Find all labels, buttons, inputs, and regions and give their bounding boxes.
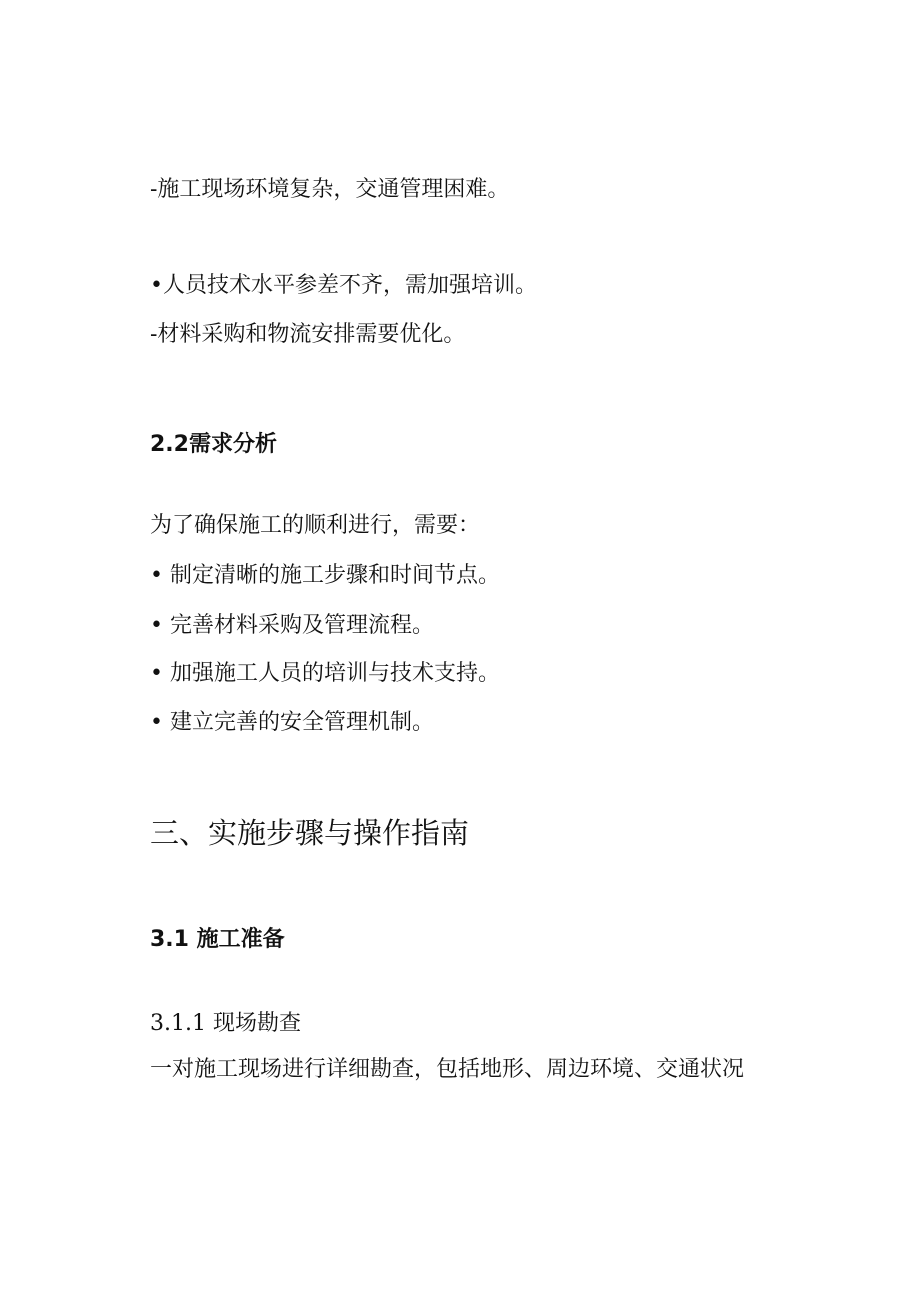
list-item: • 建立完善的安全管理机制。 <box>150 710 434 735</box>
list-item: • 制定清晰的施工步骤和时间节点。 <box>150 563 500 588</box>
list-item: -施工现场环境复杂，交通管理困难。 <box>150 177 510 202</box>
paragraph: 一对施工现场进行详细勘查，包括地形、周边环境、交通状况 <box>150 1057 745 1082</box>
section-heading-2-2: 2.2需求分析 <box>150 432 277 457</box>
paragraph: 为了确保施工的顺利进行，需要： <box>150 513 481 538</box>
subsection-heading-3-1-1: 3.1.1 现场勘查 <box>150 1011 301 1036</box>
list-item: • 加强施工人员的培训与技术支持。 <box>150 661 500 686</box>
list-item: •人员技术水平参差不齐，需加强培训。 <box>150 273 537 298</box>
chapter-heading-3: 三、实施步骤与操作指南 <box>150 816 470 850</box>
section-heading-3-1: 3.1 施工准备 <box>150 927 285 952</box>
list-item: -材料采购和物流安排需要优化。 <box>150 322 466 347</box>
list-item: • 完善材料采购及管理流程。 <box>150 613 434 638</box>
